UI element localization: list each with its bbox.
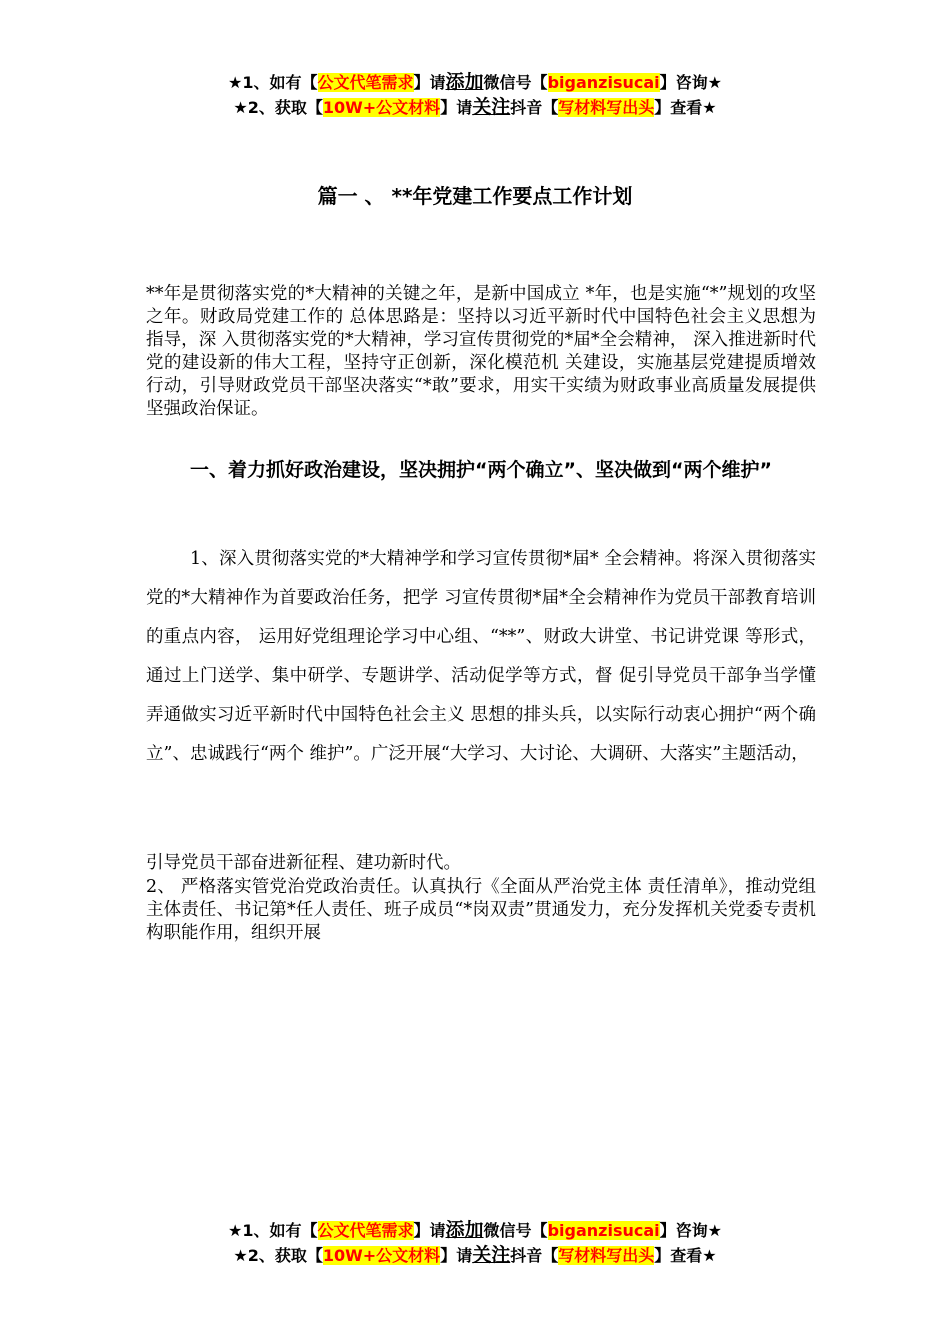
banner-line-1 [0,70,950,95]
intro-paragraph: **年是贯彻落实党的*大精神的关键之年，是新中国成立 *年，也是实施“*”规划的攻坚之年。财政局党建工作的 总体思路是：坚持以习近平新时代中国特色社会主义思想为指导，深 入贯彻落实党的*大精神，学习宣传贯彻党的*届*全会精神， 深入推进新时代党的建设新的伟大工程，坚持守正创新，深化模范机 关建设，实施基层党建提质增效行动，引导财政党员干部坚决落实“*敢”要求，用实干实绩为财政事业高质量发展提供坚强政治保证。 [146,284,816,419]
banner-text: ★1、如有【 [228,73,318,92]
banner-text: 抖音【 [510,1246,559,1265]
banner-highlight: 10W+公文材料 [322,98,441,117]
banner-text: 】请 [413,1221,446,1240]
footer-banner [0,1218,950,1268]
banner-emphasis: 添加 [445,71,484,93]
paragraph-3: 2、 严格落实管党治党政治责任。认真执行《全面从严治党主体 责任清单》，推动党组主体责任、书记第*任人责任、班子成员“*岗双责”贯通发力，充分发挥机关党委专责机构职能作用，组织开展 [146,877,816,943]
banner-text: 】咨询★ [659,1221,722,1240]
banner-emphasis: 关注 [472,1244,511,1266]
banner-highlight: 公文代笔需求 [317,73,414,92]
banner-highlight: 写材料写出头 [558,1246,655,1265]
banner-highlight: 10W+公文材料 [322,1246,441,1265]
banner-highlight: 公文代笔需求 [317,1221,414,1240]
banner-text: 微信号【 [483,73,548,92]
document-title: 篇一 、 **年党建工作要点工作计划 [317,184,633,208]
banner-line-2 [0,95,950,120]
banner-highlight: biganzisucai [547,73,660,92]
banner-highlight: 写材料写出头 [558,98,655,117]
banner-text: ★2、获取【 [233,98,323,117]
banner-line-1 [0,1218,950,1243]
section-heading-1: 一、着力抓好政治建设，坚决拥护“两个确立”、坚决做到“两个维护” [190,459,772,481]
banner-text: 】请 [413,73,446,92]
banner-text: 】查看★ [654,98,717,117]
banner-text: 】查看★ [654,1246,717,1265]
banner-text: ★1、如有【 [228,1221,318,1240]
banner-highlight: biganzisucai [547,1221,660,1240]
header-banner [0,70,950,120]
banner-text: ★2、获取【 [233,1246,323,1265]
paragraph-1: 1、深入贯彻落实党的*大精神学和学习宣传贯彻*届* 全会精神。将深入贯彻落实党的*大精神作为首要政治任务，把学 习宣传贯彻*届*全会精神作为党员干部教育培训的重点内容， 运用好党组理论学习中心组、“**”、财政大讲堂、书记讲党课 等形式，通过上门送学、集中研学、专题讲学、活动促学等方式，督 促引导党员干部争当学懂弄通做实习近平新时代中国特色社会主义 思想的排头兵，以实际行动衷心拥护“两个确立”、忠诚践行“两个 维护”。广泛开展“大学习、大讨论、大调研、大落实”主题活动， [146,549,816,764]
banner-text: 】请 [440,98,473,117]
banner-emphasis: 关注 [472,96,511,118]
banner-text: 】请 [440,1246,473,1265]
paragraph-2: 引导党员干部奋进新征程、建功新时代。 [146,853,461,873]
banner-text: 抖音【 [510,98,559,117]
banner-text: 】咨询★ [659,73,722,92]
banner-text: 微信号【 [483,1221,548,1240]
banner-emphasis: 添加 [445,1219,484,1241]
banner-line-2 [0,1243,950,1268]
